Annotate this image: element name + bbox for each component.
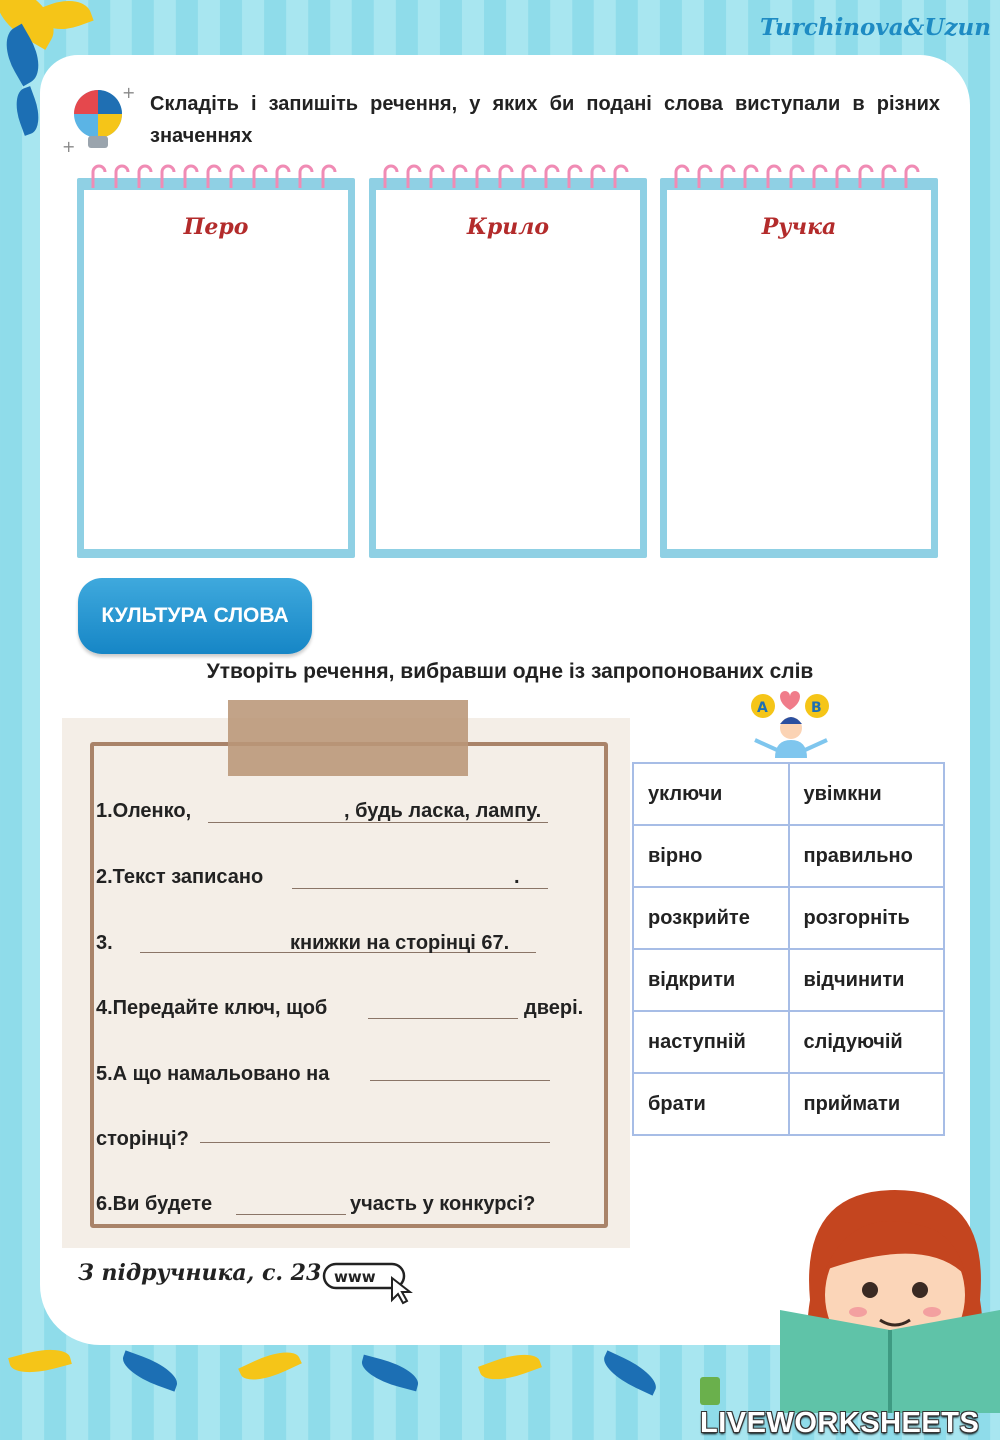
sentence-4-end: двері. [524,997,584,1019]
card-writing-area[interactable] [376,190,640,549]
sentence-3-end: книжки на сторінці 67. [290,932,510,954]
choice-cell[interactable]: відкрити [633,949,789,1011]
blank-line-4[interactable] [368,1018,518,1019]
logo-text: LIVEWORKSHEETS [700,1407,980,1439]
table-row [633,949,944,1011]
blank-line-5b[interactable] [200,1142,550,1143]
www-cursor-icon[interactable] [322,1260,422,1304]
card-word: Ручка [761,214,837,240]
liveworksheets-logo [700,1374,1000,1439]
card-writing-area[interactable] [667,190,931,549]
task2-instruction: Утворіть речення, вибравши одне із запропонованих слів [206,660,814,683]
sentences-paper [62,718,630,1248]
www-label: www [334,1268,376,1286]
table-row [633,1073,944,1135]
textbook-reference: З підручника, с. 23 [78,1260,322,1286]
brand-signature: Turchinova&Uzun [760,14,991,41]
svg-text:+: + [122,83,136,102]
sentence-2-end: . [514,866,520,888]
choice-cell[interactable]: увімкни [789,763,945,825]
card-word: Крило [466,214,550,240]
word-card-ruchka [660,178,938,558]
leaf-decoration [118,1350,182,1391]
table-row [633,1011,944,1073]
word-card-krylo [369,178,647,558]
table-row [633,887,944,949]
choice-cell[interactable]: приймати [789,1073,945,1135]
blank-line-6[interactable] [236,1214,346,1215]
choice-cell[interactable]: розгорніть [789,887,945,949]
card-word: Перо [183,214,249,240]
svg-text:B: B [811,700,822,716]
choice-cell[interactable]: брати [633,1073,789,1135]
kid-choice-icon [745,688,837,760]
choice-cell[interactable]: вірно [633,825,789,887]
sentence-6-end: участь у конкурсі? [350,1193,536,1215]
choice-cell[interactable]: відчинити [789,949,945,1011]
sentence-1-start: 1.Оленко, [96,800,192,822]
spiral-rings-icon [377,158,639,198]
svg-text:+: + [62,137,76,156]
tape-decoration [228,700,468,776]
blank-line-2[interactable] [292,888,548,889]
logo-mark-icon [700,1377,720,1405]
choice-cell[interactable]: уключи [633,763,789,825]
task1-instruction: Складіть і запишіть речення, у яких би подані слова виступали в різних значеннях [150,93,940,147]
sentence-6-start: 6.Ви будете [96,1193,213,1215]
choice-cell[interactable]: розкрийте [633,887,789,949]
word-card-pero [77,178,355,558]
section-label-kultura-slova: КУЛЬТУРА СЛОВА [78,578,312,654]
leaf-decoration [598,1350,662,1395]
table-row [633,825,944,887]
word-choices-table [632,762,945,1136]
sentence-1-end: , будь ласка, лампу. [344,800,542,822]
leaf-decoration [358,1355,422,1392]
spiral-rings-icon [85,158,347,198]
svg-text:A: A [757,700,768,716]
sentence-5-end: сторінці? [96,1128,189,1150]
spiral-rings-icon [668,158,930,198]
choice-cell[interactable]: слідуючій [789,1011,945,1073]
sentence-4-start: 4.Передайте ключ, щоб [96,997,328,1019]
card-writing-area[interactable] [84,190,348,549]
table-row [633,763,944,825]
puzzle-bulb-icon [64,84,134,156]
leaf-decoration [8,1343,72,1380]
sentence-3-start: 3. [96,932,113,954]
choice-cell[interactable]: правильно [789,825,945,887]
leaf-decoration [238,1343,302,1388]
blank-line-5[interactable] [370,1080,550,1081]
leaf-decoration [478,1346,542,1387]
choice-cell[interactable]: наступній [633,1011,789,1073]
sentence-2-start: 2.Текст записано [96,866,264,888]
sentence-5-start: 5.А що намальовано на [96,1063,330,1085]
